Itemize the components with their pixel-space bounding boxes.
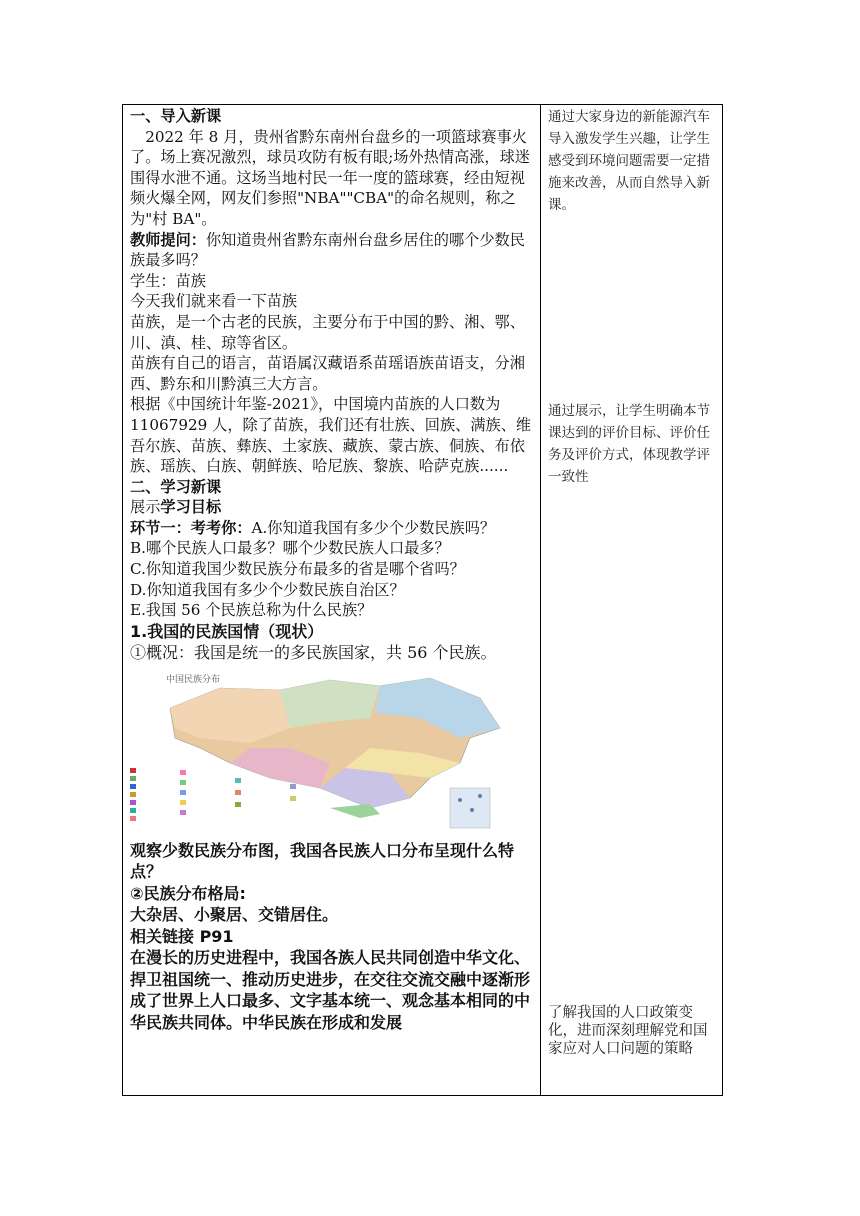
section1-title: 一、导入新课 bbox=[130, 107, 222, 125]
question-a-text: A.你知道我国有多少个少数民族吗？ bbox=[251, 518, 496, 537]
lesson-content-column bbox=[130, 106, 536, 1033]
heading-national-situation: 1.我国的民族国情（现状） bbox=[130, 621, 324, 641]
column-divider bbox=[540, 104, 541, 1096]
today-text: 今天我们就来看一下苗族 bbox=[130, 292, 298, 311]
miao-paragraph-3: 根据《中国统计年鉴-2021》，中国境内苗族的人口数为 11067929 人，除了苗族，我们还有壮族、回族、满族、维吾尔族、苗族、彝族、土家族、藏族、蒙古族、侗族、布依族、瑶族、白族、朝鲜族、哈尼族、黎族、哈萨克族...... bbox=[130, 395, 532, 476]
teacher-question-text: 你知道贵州省黔东南州台盘乡居住的哪个少数民族最多吗？ bbox=[130, 230, 525, 270]
quiz-question-e: E.我国 56 个民族总称为什么民族？ bbox=[130, 601, 373, 620]
intro-paragraph: 2022 年 8 月，贵州省黔东南州台盘乡的一项篮球赛事火了。场上赛况激烈，球员攻防有板有眼;场外热情高涨，球迷围得水泄不通。这场当地村民一年一度的篮球赛，经由短视频火爆全网，网友们参照"NBA""CBA"的命名规则，称之为"村 BA"。 bbox=[130, 127, 530, 228]
show-goals bbox=[130, 497, 536, 518]
quiz-question-d: D.你知道我国有多少个少数民族自治区？ bbox=[130, 580, 405, 599]
quiz-question-a bbox=[130, 518, 536, 539]
related-link-text: 在漫长的历史进程中，我国各族人民共同创造中华文化、捍卫祖国统一、推动历史进步，在交往交流交融中逐渐形成了世界上人口最多、文字基本统一、观念基本相同的中华民族共同体。中华民族在形成和发展 bbox=[130, 948, 531, 1032]
show-prefix: 展示 bbox=[130, 498, 161, 517]
miao-paragraph-1: 苗族，是一个古老的民族，主要分布于中国的黔、湘、鄂、川、滇、桂、琼等省区。 bbox=[130, 312, 525, 352]
map-title: 中国民族分布 bbox=[166, 674, 221, 685]
map-image bbox=[130, 668, 510, 836]
miao-paragraph-2: 苗族有自己的语言，苗语属汉藏语系苗瑶语族苗语支，分湘西、黔东和川黔滇三大方言。 bbox=[130, 354, 525, 393]
observe-question: 观察少数民族分布图，我国各民族人口分布呈现什么特点？ bbox=[130, 840, 515, 882]
design-note-3: 了解我国的人口政策变化，进而深刻理解党和国家应对人口问题的策略 bbox=[548, 1005, 708, 1057]
pattern-text: 大杂居、小聚居、交错居住。 bbox=[130, 905, 339, 925]
pattern-title: ②民族分布格局: bbox=[130, 883, 246, 903]
quiz-question-b: B.哪个民族人口最多？哪个少数民族人口最多？ bbox=[130, 539, 450, 558]
quiz-question-c: C.你知道我国少数民族分布最多的省是哪个省吗？ bbox=[130, 560, 465, 579]
design-note-1: 通过大家身边的新能源汽车导入激发学生兴趣，让学生感受到环境问题需要一定措施来改善，从而自然导入新课。 bbox=[548, 109, 710, 213]
teacher-question bbox=[130, 230, 536, 271]
teacher-label: 教师提问： bbox=[130, 230, 206, 249]
related-link-title: 相关链接 P91 bbox=[130, 926, 234, 946]
link1-label: 环节一：考考你： bbox=[130, 518, 252, 537]
overview-text: ①概况：我国是统一的多民族国家，共 56 个民族。 bbox=[130, 643, 497, 663]
design-note-2: 通过展示，让学生明确本节课达到的评价目标、评价任务及评价方式，体现教学评一致性 bbox=[548, 403, 710, 485]
ethnic-distribution-map bbox=[130, 668, 510, 836]
student-answer: 学生：苗族 bbox=[130, 271, 206, 290]
show-goals-label: 学习目标 bbox=[160, 498, 222, 517]
section2-title: 二、学习新课 bbox=[130, 477, 222, 496]
